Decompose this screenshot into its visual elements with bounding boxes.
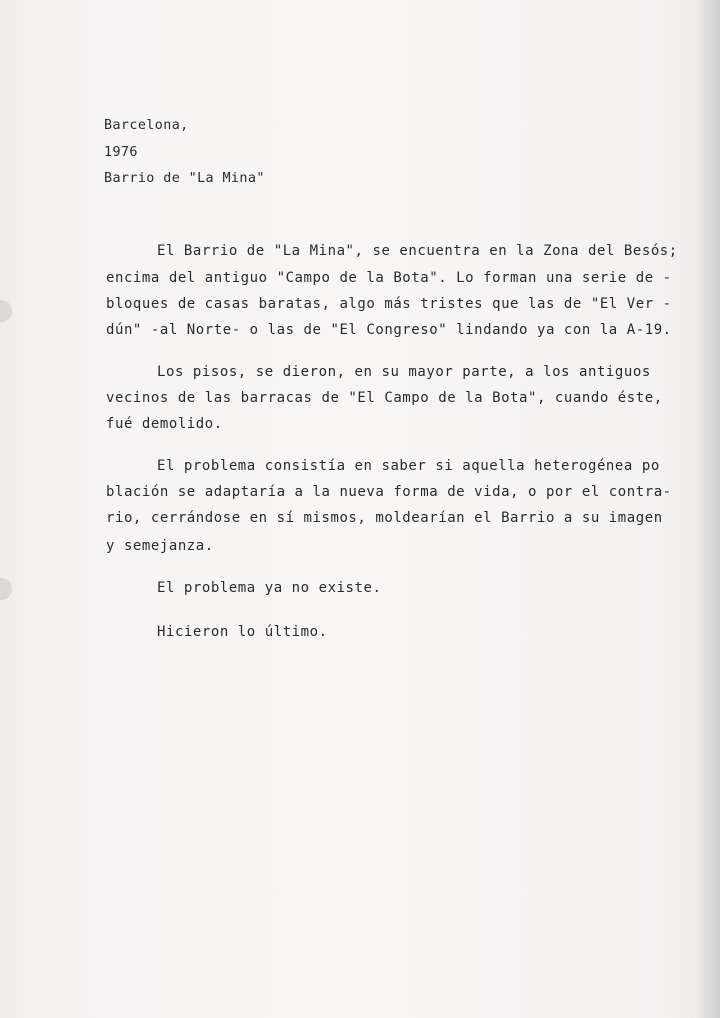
text-line: vecinos de las barracas de "El Campo de la Bota", cuando éste, bbox=[106, 390, 663, 406]
text-line: El problema consistía en saber si aquella heterogénea po bbox=[157, 458, 660, 474]
text-line: rio, cerrándose en sí mismos, moldearían el Barrio a su imagen bbox=[106, 510, 663, 526]
punch-hole bbox=[0, 578, 12, 600]
text-line: y semejanza. bbox=[106, 538, 214, 554]
header-city: Barcelona, bbox=[104, 118, 189, 133]
text-line: El problema ya no existe. bbox=[157, 580, 382, 596]
text-line: Los pisos, se dieron, en su mayor parte, a los antiguos bbox=[157, 364, 651, 380]
text-line: fué demolido. bbox=[106, 416, 223, 432]
text-line: dún" -al Norte- o las de "El Congreso" lindando ya con la A-19. bbox=[106, 322, 672, 338]
text-line: encima del antiguo "Campo de la Bota". Lo forman una serie de - bbox=[106, 270, 672, 286]
page-edge bbox=[694, 0, 720, 1018]
text-line: blación se adaptaría a la nueva forma de vida, o por el contra- bbox=[106, 484, 672, 500]
text-line: Hicieron lo último. bbox=[157, 624, 328, 640]
header-barrio: Barrio de "La Mina" bbox=[104, 171, 265, 186]
header-year: 1976 bbox=[104, 145, 138, 160]
text-line: bloques de casas baratas, algo más tristes que las de "El Ver - bbox=[106, 296, 672, 312]
punch-hole bbox=[0, 300, 12, 322]
text-line: El Barrio de "La Mina", se encuentra en la Zona del Besós; bbox=[157, 243, 678, 259]
